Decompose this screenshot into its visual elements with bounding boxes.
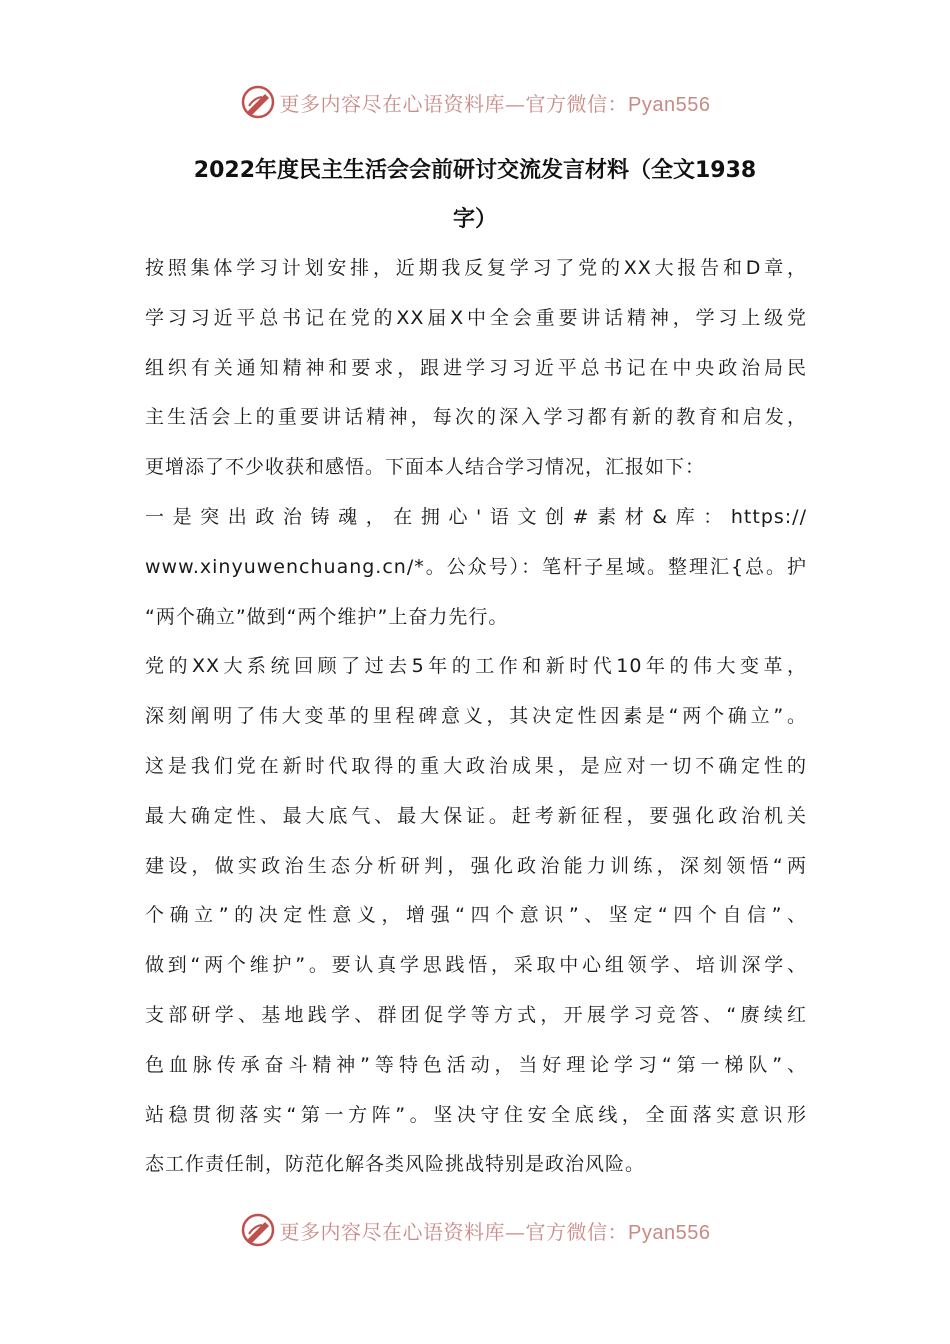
header-banner	[0, 80, 950, 124]
title-line-2: 字）	[452, 207, 497, 232]
body-line: 主生活会上的重要讲话精神，每次的深入学习都有新的教育和启发，	[145, 406, 807, 429]
body-line: 色血脉传承奋斗精神”等特色活动，当好理论学习“第一梯队”、	[145, 1053, 807, 1076]
body-line: “两个确立”做到“两个维护”上奋力先行。	[145, 605, 509, 628]
banner-label: 更多内容尽在心语资料库—官方微信：	[279, 1219, 629, 1244]
document-title	[145, 146, 805, 244]
body-line: 党的XX大系统回顾了过去5年的工作和新时代10年的伟大变革，	[145, 655, 807, 678]
body-line: 支部研学、基地践学、群团促学等方式，开展学习竞答、“赓续红	[145, 1003, 807, 1026]
body-line: 态工作责任制，防范化解各类风险挑战特别是政治风险。	[145, 1153, 646, 1176]
body-line: www.xinyuwenchuang.cn/*。公众号）：笔杆子星域。整理汇{总。护	[145, 555, 807, 578]
wechat-id: Pyan556	[628, 93, 711, 116]
pen-logo-icon	[240, 84, 276, 120]
body-line: 更增添了不少收获和感悟。下面本人结合学习情况，汇报如下：	[145, 456, 706, 479]
body-line: 个确立”的决定性意义，增强“四个意识”、坚定“四个自信”、	[145, 904, 807, 927]
banner-label: 更多内容尽在心语资料库—官方微信：	[279, 91, 629, 116]
body-line: 深刻阐明了伟大变革的里程碑意义，其决定性因素是“两个确立”。	[145, 705, 807, 728]
pen-logo-icon	[240, 1212, 276, 1248]
banner-text	[280, 1216, 711, 1245]
body-line: 学习习近平总书记在党的XX届X中全会重要讲话精神，学习上级党	[145, 306, 807, 329]
body-line: 按照集体学习计划安排，近期我反复学习了党的XX大报告和D章，	[145, 257, 807, 279]
body-line: 这是我们党在新时代取得的重大政治成果，是应对一切不确定性的	[145, 754, 807, 777]
body-line: 做到“两个维护”。要认真学思践悟，采取中心组领学、培训深学、	[145, 954, 807, 977]
body-line: 组织有关通知精神和要求，跟进学习习近平总书记在中央政治局民	[145, 356, 807, 379]
banner-text	[280, 88, 711, 117]
title-line-1: 2022年度民主生活会会前研讨交流发言材料（全文1938	[193, 158, 757, 183]
body-line: 站稳贯彻落实“第一方阵”。坚决守住安全底线，全面落实意识形	[145, 1103, 807, 1126]
footer-banner	[0, 1208, 950, 1252]
body-line: 一是突出政治铸魂，在拥心'语文创#素材&库：https://	[145, 505, 807, 528]
banner-content	[240, 1212, 711, 1248]
wechat-id: Pyan556	[628, 1221, 711, 1244]
banner-content	[240, 84, 711, 120]
body-line: 最大确定性、最大底气、最大保证。赶考新征程，要强化政治机关	[145, 804, 807, 827]
body-line: 建设，做实政治生态分析研判，强化政治能力训练，深刻领悟“两	[145, 854, 807, 877]
document-body	[145, 244, 807, 1190]
